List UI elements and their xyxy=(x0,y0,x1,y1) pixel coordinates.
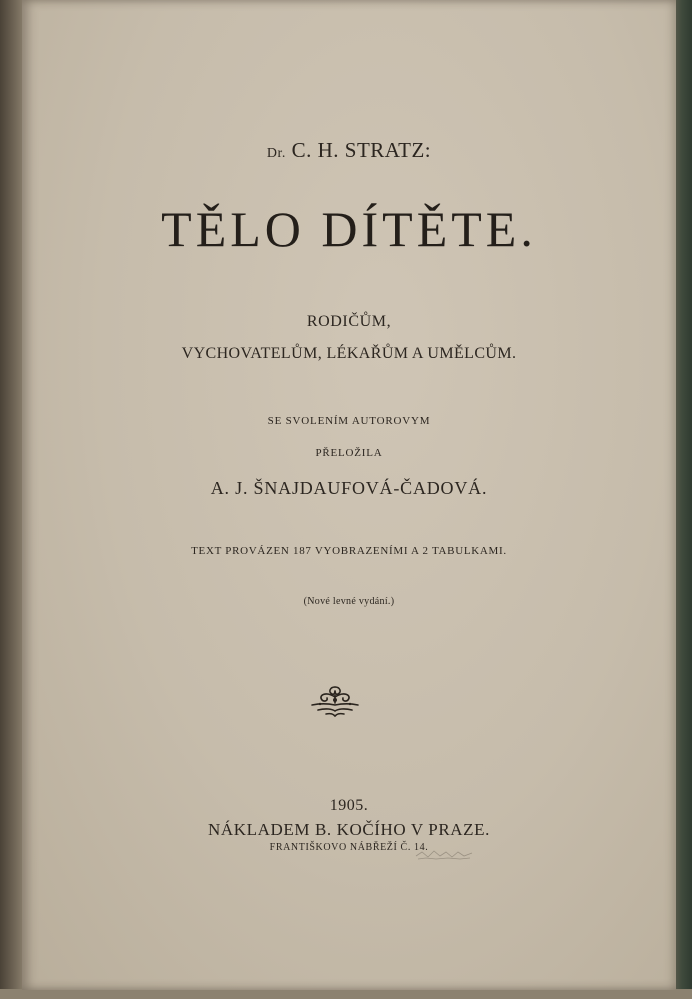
book-spine-edge xyxy=(0,0,24,999)
author-prefix: Dr. xyxy=(266,146,286,161)
permission-note: SE SVOLENÍM AUTOROVYM xyxy=(267,415,431,427)
dedication-line-2: VYCHOVATELŮM, LÉKAŘŮM A UMĚLCŮM. xyxy=(181,345,517,362)
publisher-address: FRANTIŠKOVO NÁBŘEŽÍ Č. 14. xyxy=(269,842,429,853)
book-title: TĚLO DÍTĚTE. xyxy=(161,201,537,257)
edition-note: (Nové levné vydání.) xyxy=(303,596,395,607)
translator-name: A. J. ŠNAJDAUFOVÁ-ČADOVÁ. xyxy=(210,478,488,498)
dedication-line-1: RODIČŮM, xyxy=(306,313,392,330)
publisher-line: NÁKLADEM B. KOČÍHO V PRAZE. xyxy=(208,820,490,839)
author-name: C. H. STRATZ: xyxy=(291,138,432,162)
translated-by-label: PŘELOŽILA xyxy=(315,447,383,459)
publication-year: 1905. xyxy=(329,797,369,814)
book-bottom-edge xyxy=(0,989,692,999)
author-line xyxy=(22,138,676,163)
illustrations-note: TEXT PROVÁZEN 187 VYOBRAZENÍMI A 2 TABULKAMI. xyxy=(191,545,507,557)
floral-ornament-icon xyxy=(304,683,366,719)
faded-stamp xyxy=(414,846,474,862)
title-page xyxy=(22,0,676,990)
book-cover-edge xyxy=(674,0,692,999)
